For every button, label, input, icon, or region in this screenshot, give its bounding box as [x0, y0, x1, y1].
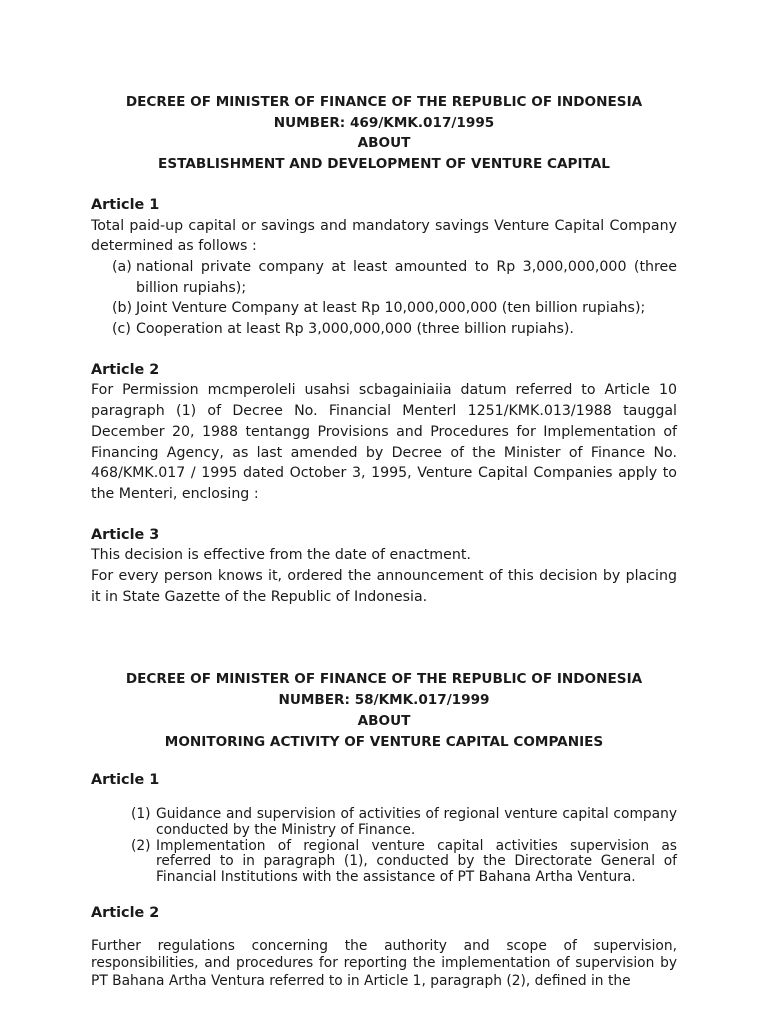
list-item: (b) Joint Venture Company at least Rp 10,000,000,000 (ten billion rupiahs);: [112, 300, 646, 317]
article-title: Article 2: [91, 361, 160, 378]
decree1-article-2: [91, 360, 677, 505]
article-text: This decision is effective from the date of enactment.: [91, 547, 471, 564]
decree1-number: NUMBER: 469/KMK.017/1995: [273, 114, 495, 131]
list-item: (a) national private company at least amounted to Rp 3,000,000,000 (three billion rupiahs);: [112, 258, 677, 296]
decree2-heading: [91, 669, 677, 752]
decree2-number: NUMBER: 58/KMK.017/1999: [278, 692, 490, 709]
article-text: Further regulations concerning the authority and scope of supervision, responsibilities, and procedures for reporting the implementation of supervision by PT Bahana Artha Ventura referred to in Article 1, paragraph (2), defined in the: [91, 937, 677, 990]
decree1-about: ABOUT: [357, 135, 411, 152]
article-list: [91, 257, 677, 340]
document-page: [91, 0, 677, 991]
article-title: Article 3: [91, 526, 160, 543]
list-item: (1) Guidance and supervision of activities of regional venture capital company conducted by the Ministry of Finance.: [131, 805, 677, 838]
decree2-about: ABOUT: [357, 712, 411, 729]
decree2-article-1: [91, 770, 677, 886]
decree1-article-1: [91, 195, 677, 340]
article-text: For every person knows it, ordered the announcement of this decision by placing it in State Gazette of the Republic of Indonesia.: [91, 568, 677, 605]
article-title: Article 1: [91, 772, 160, 789]
decree2-subject: MONITORING ACTIVITY OF VENTURE CAPITAL COMPANIES: [164, 733, 604, 750]
list-item: (c) Cooperation at least Rp 3,000,000,000 (three billion rupiahs).: [112, 321, 574, 338]
article-title: Article 2: [91, 904, 160, 921]
decree1-heading: [91, 92, 677, 175]
article-title: Article 1: [91, 196, 160, 213]
decree1-title: DECREE OF MINISTER OF FINANCE OF THE REPUBLIC OF INDONESIA: [125, 94, 643, 110]
decree1-subject: ESTABLISHMENT AND DEVELOPMENT OF VENTURE CAPITAL: [158, 156, 610, 173]
decree2-article-2: [91, 903, 677, 991]
decree2-title: DECREE OF MINISTER OF FINANCE OF THE REPUBLIC OF INDONESIA: [125, 671, 643, 688]
article-text: Total paid-up capital or savings and mandatory savings Venture Capital Company determined as follows :: [91, 217, 677, 255]
article-list: [91, 807, 677, 886]
decree1-article-3: [91, 525, 677, 608]
list-item: (2) Implementation of regional venture capital activities supervision as referred to in paragraph (1), conducted by the Directorate General of Financial Institutions with the assistance of PT Bahana Artha Ventura.: [131, 837, 677, 886]
article-text: For Permission mcmperoleli usahsi scbagainiaiia datum referred to Article 10 paragraph (1) of Decree No. Financial Menterl 1251/KMK.013/1988 tauggal December 20, 1988 tentangg Provisions and Procedures for Implementation of Financing Agency, as last amended by Decree of the Minister of Finance No. 468/KMK.017 / 1995 dated October 3, 1995, Venture Capital Companies apply to the Menteri, enclosing :: [91, 382, 677, 502]
